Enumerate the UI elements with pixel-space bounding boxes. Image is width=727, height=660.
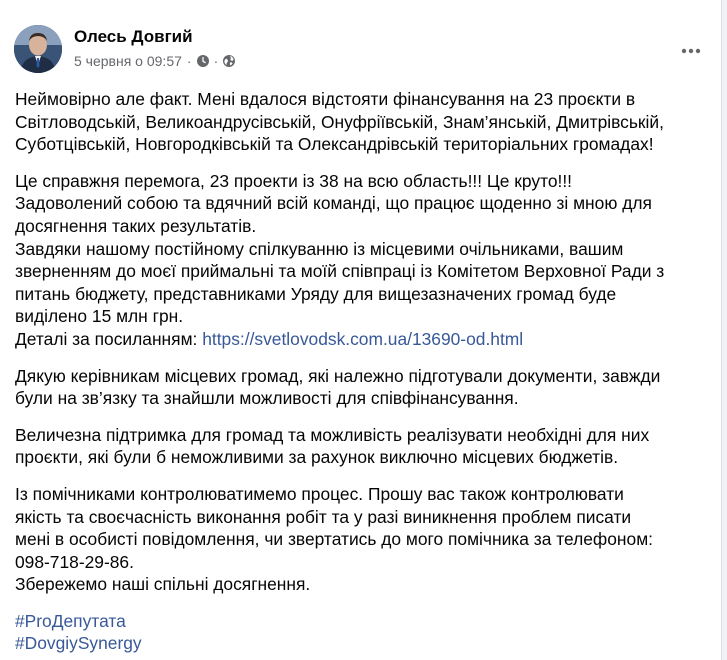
text-line: виділено 15 млн грн. xyxy=(15,306,184,327)
text-line: Завдяки нашому постійному спілкуванню із місцевими очільниками, вашим xyxy=(15,238,624,259)
text-line: були на зв’язку та знайшли можливості для співфінансування. xyxy=(15,388,519,409)
text-line: Задоволений собою та вдячний всій команді, що працює щоденно зі мною для xyxy=(15,193,652,214)
text-line: Дякую керівникам місцевих громад, які належно підготували документи, завжди xyxy=(15,365,661,386)
post-paragraph-5 xyxy=(15,483,715,596)
post-paragraph-2 xyxy=(15,170,715,351)
text-line: Суботцівській, Новгородківській та Олександрівській територіальних громадах! xyxy=(15,134,654,155)
post-paragraph-4 xyxy=(15,424,715,469)
avatar[interactable] xyxy=(14,25,62,73)
meta-separator: · xyxy=(186,53,192,69)
hashtags xyxy=(15,610,715,655)
meta-separator-2: · xyxy=(213,53,219,69)
post-timestamp[interactable]: 5 червня о 09:57 xyxy=(74,53,182,69)
text-line: якість та своєчасність виконання робіт та у разі виникнення проблем писати xyxy=(15,506,632,527)
globe-icon[interactable] xyxy=(223,55,235,67)
text-line: 098-718-29-86. xyxy=(15,551,134,572)
text-line: проєкти, які були б неможливими за рахунок виключно місцевих бюджетів. xyxy=(15,447,619,468)
details-link[interactable]: https://svetlovodsk.com.ua/13690-od.html xyxy=(202,328,524,349)
clock-icon xyxy=(197,55,209,67)
post-meta xyxy=(74,53,235,69)
text-line: Величезна підтримка для громад та можливість реалізувати необхідні для них xyxy=(15,424,650,445)
post-paragraph-3 xyxy=(15,365,715,410)
text-line: Це справжня перемога, 23 проекти із 38 на всю область!!! Це круто!!! xyxy=(15,170,573,191)
text-line: досягнення таких результатів. xyxy=(15,215,257,236)
text-line: зверненням до моєї приймальні та моїй співпраці із Комітетом Верховної Ради з xyxy=(15,261,665,282)
post-paragraph-1 xyxy=(15,88,715,156)
hashtag-link[interactable]: #DovgiySynergy xyxy=(15,633,142,654)
text-line: Із помічниками контролюватимемо процес. Прошу вас також контролювати xyxy=(15,483,624,504)
text-line: мені в особисті повідомлення, чи звертатись до мого помічника за телефоном: xyxy=(15,529,653,550)
hashtag-link[interactable]: #ProДепутата xyxy=(15,610,126,631)
text-line: Збережемо наші спільні досягнення. xyxy=(15,574,311,595)
more-options-icon[interactable] xyxy=(677,41,705,61)
text-line: Світловодській, Великоандрусівській, Онуфріївській, Знам’янській, Дмитрівській, xyxy=(15,111,664,132)
details-label: Деталі за посиланням: xyxy=(15,328,203,349)
text-line: Неймовірно але факт. Мені вдалося відстояти фінансування на 23 проєкти в xyxy=(15,89,636,109)
text-line: питань бюджету, представниками Уряду для вищезазначених громад буде xyxy=(15,283,617,304)
post-body xyxy=(15,88,715,655)
details-line xyxy=(15,328,715,351)
author-name[interactable]: Олесь Довгий xyxy=(74,27,193,46)
post-header xyxy=(14,14,714,78)
